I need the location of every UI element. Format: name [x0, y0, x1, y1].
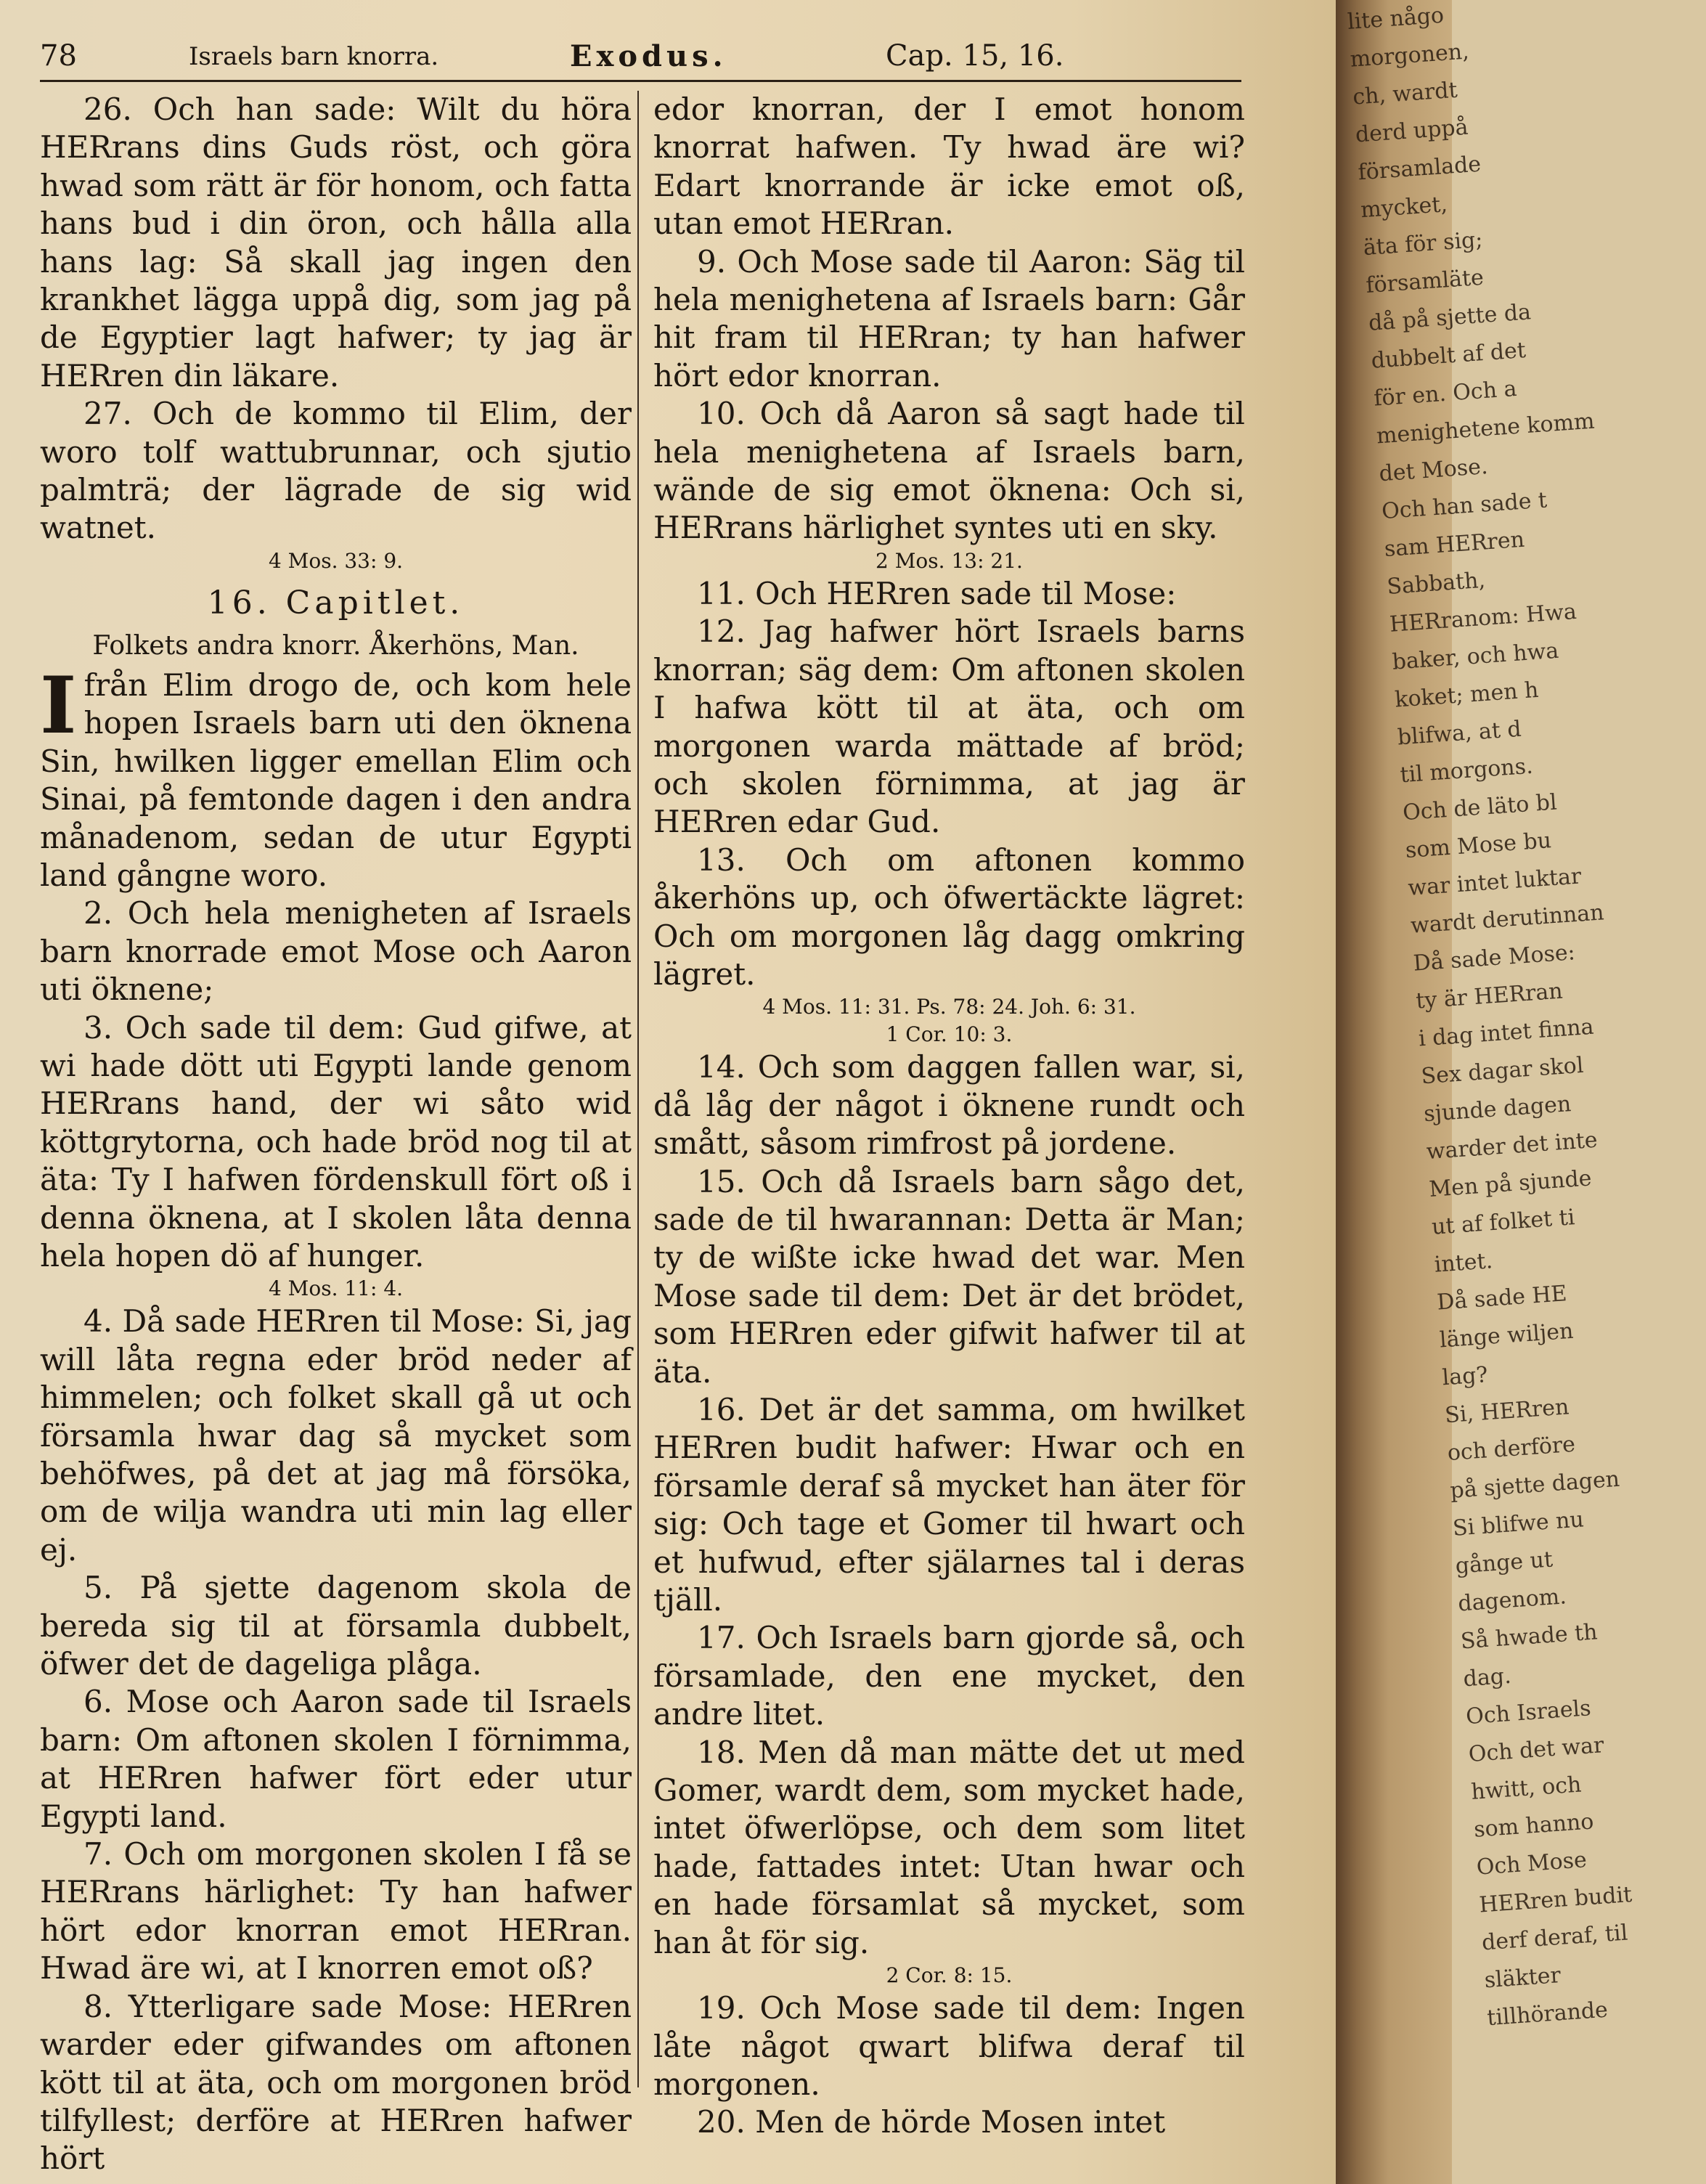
- facing-page-line: och derföre: [1446, 1431, 1577, 1467]
- facing-page-line: Så hwade th: [1459, 1619, 1599, 1655]
- verse-16-15: 15. Och då Israels barn sågo det, sade de til hwarannan: Detta är Man; ty de wißte icke hwad det war. Men Mose sade til dem: Det är det brödet, som HERren eder gifwit hafwer til at äta.: [653, 1163, 1245, 1390]
- verse-16-1-text: från Elim drogo de, och kom hele hopen Israels barn uti den öknena Sin, hwilken ligger emellan Elim och Sinai, på femtonde dagen i den andra månadenom, sedan de utur Egypti land gångne woro.: [40, 667, 632, 893]
- verse-16-14: 14. Och som daggen fallen war, si, då låg der något i öknene rundt och smått, såsom rimfrost på jordene.: [653, 1049, 1245, 1162]
- facing-page-line: i dag intet finna: [1417, 1014, 1595, 1052]
- verse-16-18: 18. Men då man mätte det ut med Gomer, wardt dem, som mycket hade, intet öfwerlöpse, och dem som litet hade, fattades intet: Utan hwar och en hade församlat så mycket, som han åt för sig.: [653, 1734, 1245, 1960]
- column-divider: [637, 91, 639, 2087]
- chapter-reference: Cap. 15, 16.: [886, 39, 1064, 73]
- cross-reference: 1 Cor. 10: 3.: [886, 1022, 1013, 1047]
- facing-page-line: äta för sig;: [1362, 227, 1484, 261]
- facing-page-line: tillhörande: [1486, 1997, 1609, 2032]
- facing-page-line: Då sade Mose:: [1412, 940, 1576, 977]
- verse-16-20: 20. Men de hörde Mosen intet: [697, 2104, 1166, 2140]
- verse-16-10: 10. Och då Aaron så sagt hade til hela menighetena af Israels barn, wände de sig emot öknena: Och si, HERrans härlighet syntes uti en sky.: [653, 396, 1245, 546]
- facing-page-line: til morgons.: [1399, 753, 1534, 789]
- facing-page-line: blifwa, at d: [1396, 716, 1522, 751]
- facing-page-line: då på sjette da: [1367, 299, 1532, 336]
- left-column: [40, 91, 632, 2178]
- facing-page-line: wardt derutinnan: [1409, 900, 1605, 939]
- verse-16-16: 16. Det är det samma, om hwilket HERren budit hafwer: Hwar och en församle deraf så mycket han äter för sig: Och tage et Gomer til hwart och et hufwud, efter själarnes tal i deras tjäll.: [653, 1392, 1245, 1618]
- facing-page-line: länge wiljen: [1438, 1318, 1575, 1353]
- facing-page-line: sjunde dagen: [1423, 1091, 1572, 1128]
- verse-16-8: 8. Ytterligare sade Mose: HERren warder eder gifwandes om aftonen kött til at äta, och om morgonen bröd tilfyllest; derföre at HERren hafwer hört: [40, 1988, 632, 2177]
- facing-page-line: dagenom.: [1457, 1584, 1567, 1617]
- facing-page-line: lite någo: [1346, 2, 1445, 35]
- facing-page-line: war intet luktar: [1407, 863, 1583, 901]
- verse-16-11: 11. Och HERren sade til Mose:: [697, 575, 1177, 611]
- cross-reference: 4 Mos. 11: 4.: [268, 1276, 404, 1301]
- facing-page-line: gånge ut: [1454, 1547, 1554, 1579]
- facing-page-line: Och de läto bl: [1402, 789, 1558, 826]
- facing-page-line: Och han sade t: [1381, 487, 1548, 525]
- facing-page-line: warder det inte: [1425, 1127, 1599, 1165]
- facing-page-line: Och det war: [1467, 1732, 1605, 1768]
- verse-16-9: 9. Och Mose sade til Aaron: Säg til hela menighetena af Israels barn: Går hit fram til HERran; ty han hafwer hört edor knorran.: [653, 243, 1245, 394]
- facing-page-line: ut af folket ti: [1431, 1205, 1576, 1240]
- facing-page-line: hwitt, och: [1470, 1772, 1583, 1805]
- facing-page-line: Si blifwe nu: [1452, 1507, 1585, 1541]
- verse-16-2: 2. Och hela menigheten af Israels barn knorrade emot Mose och Aaron uti öknene;: [40, 895, 632, 1008]
- verse-16-13: 13. Och om aftonen kommo åkerhöns up, och öfwertäckte lägret: Och om morgonen låg dagg omkring lägret.: [653, 842, 1245, 992]
- facing-page-line: ch, wardt: [1352, 77, 1458, 110]
- facing-page-line: derf deraf, til: [1480, 1920, 1629, 1956]
- facing-page-line: HERranom: Hwa: [1388, 598, 1578, 637]
- facing-page-line: ty är HERran: [1415, 978, 1564, 1014]
- facing-page-line: släkter: [1483, 1963, 1562, 1994]
- facing-page-line: Men på sjunde: [1428, 1165, 1593, 1202]
- facing-page-line: Då sade HE: [1436, 1281, 1568, 1316]
- facing-page-line: dubbelt af det: [1370, 337, 1527, 374]
- facing-page-line: sam HERren: [1383, 526, 1526, 563]
- verse-16-3: 3. Och sade til dem: Gud gifwe, at wi hade dött uti Egypti lande genom HERrans hand, der wi såto wid köttgrytorna, och hade bröd nog til at äta: Ty I hafwen fördenskull fört oß i denna öknena, at I skolen låta denna hela hopen dö af hunger.: [40, 1009, 632, 1274]
- facing-page-line: menighetene komm: [1375, 408, 1596, 449]
- verse-15-27: 27. Och de kommo til Elim, der woro tolf wattubrunnar, och sjutio palmträ; der lägrade de sig wid watnet.: [40, 396, 632, 546]
- cross-reference: 2 Mos. 13: 21.: [876, 548, 1023, 573]
- facing-page-line: på sjette dagen: [1449, 1466, 1621, 1504]
- drop-cap: I: [40, 659, 77, 751]
- facing-page-line: för en. Och a: [1373, 375, 1518, 412]
- facing-page-line: baker, och hwa: [1391, 637, 1560, 675]
- cross-reference: 2 Cor. 8: 15.: [886, 1963, 1013, 1988]
- facing-page-edge: [1336, 0, 1633, 2184]
- facing-page-line: HERren budit: [1478, 1881, 1633, 1918]
- facing-page-line: Sex dagar skol: [1420, 1052, 1585, 1090]
- facing-page-line: derd uppå: [1354, 114, 1469, 148]
- facing-page-line: som Mose bu: [1404, 828, 1553, 864]
- cross-reference: 4 Mos. 11: 31. Ps. 78: 24. Joh. 6: 31.: [762, 995, 1136, 1019]
- facing-page-line: Och Israels: [1465, 1695, 1592, 1730]
- facing-page-line: församlade: [1357, 151, 1482, 186]
- verse-16-12: 12. Jag hafwer hört Israels barns knorran; säg dem: Om aftonen skolen I hafwa kött til at äta, och om morgonen warda mättade af bröd; och skolen förnimma, at jag är HERren edar Gud.: [653, 614, 1245, 840]
- chapter-summary: Folkets andra knorr. Åkerhöns, Man.: [92, 630, 579, 661]
- verse-16-7: 7. Och om morgonen skolen I få se HERrans härlighet: Ty han hafwer hört edor knorran emot HERran. Hwad äre wi, at I knorren emot oß?: [40, 1836, 632, 1987]
- page-number: 78: [40, 39, 77, 73]
- verse-16-1: [40, 659, 632, 895]
- verse-15-26: 26. Och han sade: Wilt du höra HERrans dins Guds röst, och göra hwad som rätt är för honom, och fatta hans bud i din öron, och hålla alla hans lag: Så skall jag ingen den krankhet lägga uppå dig, som jag på de Egyptier lagt hafwer; ty jag är HERren din läkare.: [40, 91, 632, 394]
- verse-16-19: 19. Och Mose sade til dem: Ingen låte något qwart blifwa deraf til morgonen.: [653, 1990, 1245, 2102]
- facing-page-line: intet.: [1433, 1248, 1494, 1278]
- facing-page-line: lag?: [1441, 1362, 1489, 1391]
- facing-page-line: koket; men h: [1394, 677, 1540, 713]
- verse-16-8-continued: edor knorran, der I emot honom knorrat hafwen. Ty hwad äre wi? Edart knorrande är icke emot oß, utan emot HERran.: [653, 91, 1245, 242]
- facing-page-line: som hanno: [1473, 1809, 1595, 1843]
- facing-page-line: församläte: [1365, 264, 1485, 299]
- facing-page-line: Sabbath,: [1386, 567, 1487, 600]
- facing-page-line: dag.: [1462, 1663, 1512, 1692]
- facing-page-line: det Mose.: [1378, 454, 1489, 487]
- facing-page-text: [1336, 0, 1633, 2038]
- facing-page-line: Si, HERren: [1444, 1394, 1570, 1429]
- verse-16-17: 17. Och Israels barn gjorde så, och församlade, den ene mycket, den andre litet.: [653, 1620, 1245, 1732]
- facing-page-line: mycket,: [1360, 192, 1448, 224]
- verse-16-4: 4. Då sade HERren til Mose: Si, jag will låta regna eder bröd neder af himmelen; och folket skall gå ut och församla hwar dag så mycket som behöfwes, på det at jag må försöka, om de wilja wandra uti min lag eller ej.: [40, 1303, 632, 1568]
- book-title: Exodus.: [570, 39, 727, 73]
- chapter-heading: 16. Capitlet.: [207, 584, 465, 622]
- facing-page-line: morgonen,: [1349, 38, 1470, 73]
- verse-16-6: 6. Mose och Aaron sade til Israels barn: Om aftonen skolen I förnimma, at HERren hafwer fört eder utur Egypti land.: [40, 1684, 632, 1834]
- facing-page-line: Och Mose: [1475, 1847, 1588, 1881]
- running-title: Israels barn knorra.: [189, 42, 439, 71]
- cross-reference: 4 Mos. 33: 9.: [268, 548, 404, 573]
- right-column: [653, 91, 1245, 2142]
- verse-16-5: 5. På sjette dagenom skola de bereda sig til at församla dubbelt, öfwer det de dageliga plåga.: [40, 1570, 632, 1682]
- page-header: [40, 29, 1241, 82]
